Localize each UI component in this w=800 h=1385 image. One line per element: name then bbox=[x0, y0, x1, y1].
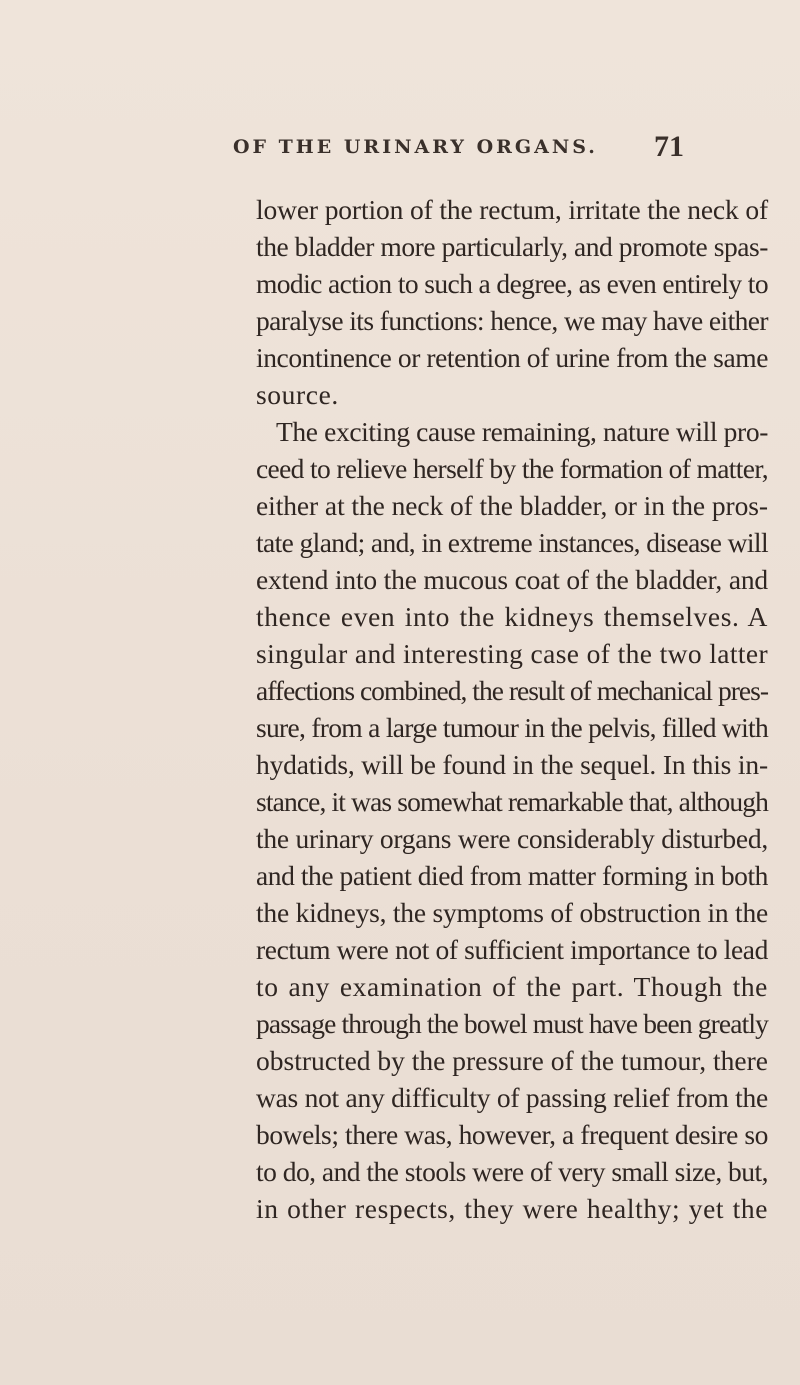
text-line: incontinence or retention of urine from the same bbox=[256, 342, 768, 373]
text-line: the urinary organs were considerably disturbed, bbox=[256, 823, 768, 854]
text-line: extend into the mucous coat of the bladder, and bbox=[256, 564, 768, 595]
text-line: ceed to relieve herself by the formation of matter, bbox=[256, 453, 768, 484]
text-line: bowels; there was, however, a frequent desire so bbox=[256, 1119, 768, 1150]
text-line: to any examination of the part. Though the bbox=[256, 971, 768, 1002]
text-line: tate gland; and, in extreme instances, disease will bbox=[256, 527, 768, 558]
text-line: affections combined, the result of mechanical pres- bbox=[256, 675, 769, 706]
page-header bbox=[0, 130, 800, 166]
page-number: 71 bbox=[654, 130, 684, 163]
text-line: to do, and the stools were of very small size, but, bbox=[256, 1156, 768, 1187]
text-line: in other respects, they were healthy; yet the bbox=[256, 1193, 768, 1224]
text-line: passage through the bowel must have been greatly bbox=[256, 1008, 768, 1039]
text-line: was not any difficulty of passing relief from the bbox=[256, 1082, 768, 1113]
text-line: paralyse its functions: hence, we may have either bbox=[256, 305, 768, 336]
text-line: lower portion of the rectum, irritate the neck of bbox=[256, 194, 768, 225]
text-line: the kidneys, the symptoms of obstruction in the bbox=[256, 897, 768, 928]
text-line: the bladder more particularly, and promote spas- bbox=[256, 231, 768, 262]
text-line: source. bbox=[256, 379, 339, 410]
running-head: OF THE URINARY ORGANS. bbox=[233, 136, 598, 158]
text-line: rectum were not of sufficient importance to lead bbox=[256, 934, 768, 965]
text-line: and the patient died from matter forming in both bbox=[256, 860, 768, 891]
text-line: The exciting cause remaining, nature will pro- bbox=[276, 416, 768, 447]
text-line: modic action to such a degree, as even entirely to bbox=[256, 268, 768, 299]
text-line: obstructed by the pressure of the tumour, there bbox=[256, 1045, 768, 1076]
text-line: either at the neck of the bladder, or in the pros- bbox=[256, 490, 768, 521]
text-line: sure, from a large tumour in the pelvis, filled with bbox=[256, 712, 768, 743]
text-line: hydatids, will be found in the sequel. In this in- bbox=[256, 749, 768, 780]
text-line: singular and interesting case of the two latter bbox=[256, 638, 768, 669]
text-line: thence even into the kidneys themselves. A bbox=[256, 601, 768, 632]
text-line: stance, it was somewhat remarkable that, although bbox=[256, 786, 768, 817]
